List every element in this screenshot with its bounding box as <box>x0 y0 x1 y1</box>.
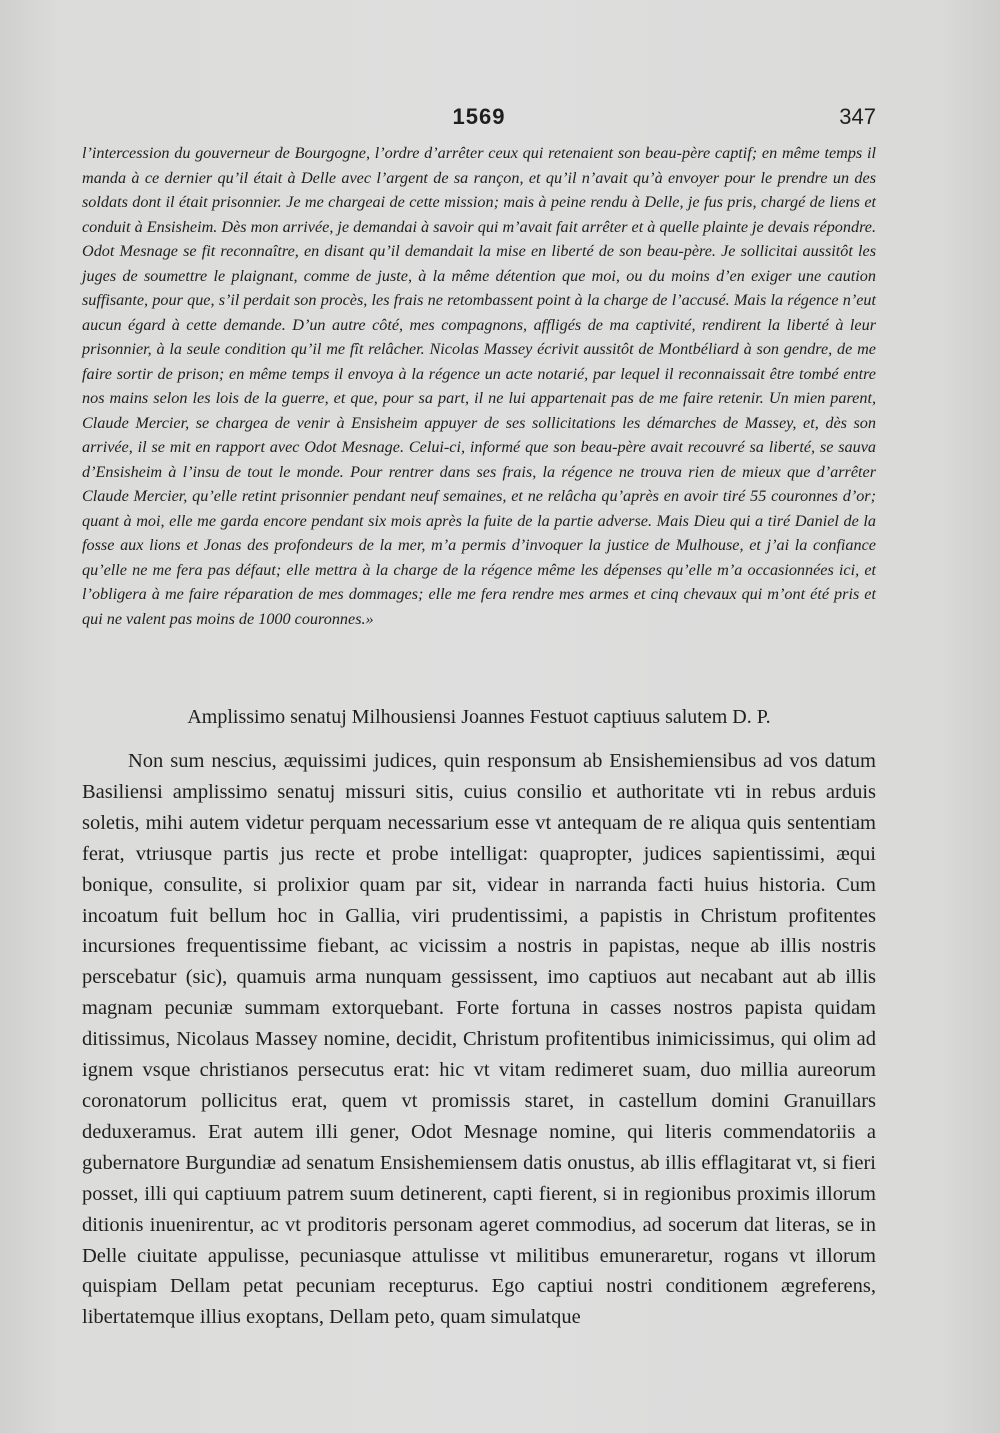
page-header <box>82 104 876 138</box>
french-translation-block <box>82 141 876 631</box>
header-year: 1569 <box>452 104 506 129</box>
latin-letter-heading: Amplissimo senatuj Milhousiensi Joannes Festuot captiuus salutem D. P. <box>187 706 771 728</box>
latin-letter-body <box>82 746 876 1333</box>
latin-paragraph: Non sum nescius, æquissimi judices, quin responsum ab Ensishemiensibus ad vos datum Basiliensi amplissimo senatuj missuri sitis, cuius consilio et authoritate vti in rebus arduis soletis, mihi autem videtur perquam necessarium esse vt antequam de re aliqua quis sententiam ferat, vtriusque partis jus recte et probe intelligat: quapropter, judices sapientissimi, æqui bonique, consulite, si prolixior quam par sit, videar in narranda facti huius historia. Cum incoatum fuit bellum hoc in Gallia, viri prudentissimi, a papistis in Christum profitentes incursiones frequentissime fiebant, ac vicissim a nostris in papistas, neque ab illis nostris perscebatur (sic), quamuis arma nunquam gessissent, imo captiuos aut necabant aut ab illis magnam pecuniæ summam extorquebant. Forte fortuna in casses nostros papista quidam ditissimus, Nicolaus Massey nomine, decidit, Christum profitentibus inimicissimus, qui olim ad ignem vsque christianos persecutus erat: hic vt vitam redimeret suam, duo millia aureorum coronatorum pollicitus erat, quem vt promissis staret, in castellum domini Granuillars deduxeramus. Erat autem illi gener, Odot Mesnage nomine, qui literis commendatoriis a gubernatore Burgundiæ ad senatum Ensishemiensem datis onustus, ab illis efflagitarat vt, si fieri posset, illi qui captiuum patrem suum detinerent, capti fierent, si in regionibus proximis illorum ditionis inuenirentur, ac vt proditoris personam ageret commodius, ad socerum dat literas, se in Delle ciuitate appulisse, pecuniasque attulisse vt militibus emuneraretur, rogans vt illorum quispiam Dellam petat pecuniam recepturus. Ego captiui nostri conditionem ægreferens, libertatemque illius exoptans, Dellam peto, quam simulatque <box>82 750 876 1329</box>
french-paragraph: l’intercession du gouverneur de Bourgogne, l’ordre d’arrêter ceux qui retenaient son beau-père captif; en même temps il manda à ce dernier qu’il était à Delle avec l’argent de sa rançon, et qu’il n’avait qu’à envoyer pour le prendre un des soldats dont il était prisonnier. Je me chargeai de cette mission; mais à peine rendu à Delle, je fus pris, chargé de liens et conduit à Ensisheim. Dès mon arrivée, je demandai à savoir qui m’avait fait arrêter et à quelle plainte je devais répondre. Odot Mesnage se fit reconnaître, en disant qu’il demandait la mise en liberté de son beau-père. Je sollicitai aussitôt les juges de soumettre le plaignant, comme de juste, à la même détention que moi, ou du moins d’en exiger une caution suffisante, pour que, s’il perdait son procès, les frais ne retombassent point à la charge de l’accusé. Mais la régence n’eut aucun égard à cette demande. D’un autre côté, mes compagnons, affligés de ma captivité, rendirent la liberté à leur prisonnier, à la seule condition qu’il me fît relâcher. Nicolas Massey écrivit aussitôt de Montbéliard à son gendre, de me faire sortir de prison; en même temps il envoya à la régence un acte notarié, par lequel il reconnaissait être tombé entre nos mains selon les lois de la guerre, et que, pour sa part, il ne lui appartenait pas de me faire retenir. Un mien parent, Claude Mercier, se chargea de venir à Ensisheim appuyer de ses sollicitations les démarches de Massey, et, dès son arrivée, il se mit en rapport avec Odot Mesnage. Celui-ci, informé que son beau-père avait recouvré sa liberté, se sauva d’Ensisheim à l’insu de tout le monde. Pour rentrer dans ses frais, la régence ne trouva rien de mieux que d’arrêter Claude Mercier, qu’elle retint prisonnier pendant neuf semaines, et ne relâcha qu’après en avoir tiré 55 couronnes d’or; quant à moi, elle me garda encore pendant six mois après la fuite de la partie adverse. Mais Dieu qui a tiré Daniel de la fosse aux lions et Jonas des profondeurs de la mer, m’a permis d’invoquer la justice de Mulhouse, et j’ai la confiance qu’elle ne me fera pas défaut; elle mettra à la charge de la régence même les dépenses qu’elle m’a occasionnées ici, et l’obligera à me faire réparation de mes dommages; elle me fera rendre mes armes et cinq chevaux qui m’ont été pris et qui ne valent pas moins de 1000 couronnes.» <box>82 144 876 628</box>
page-number: 347 <box>839 104 876 129</box>
